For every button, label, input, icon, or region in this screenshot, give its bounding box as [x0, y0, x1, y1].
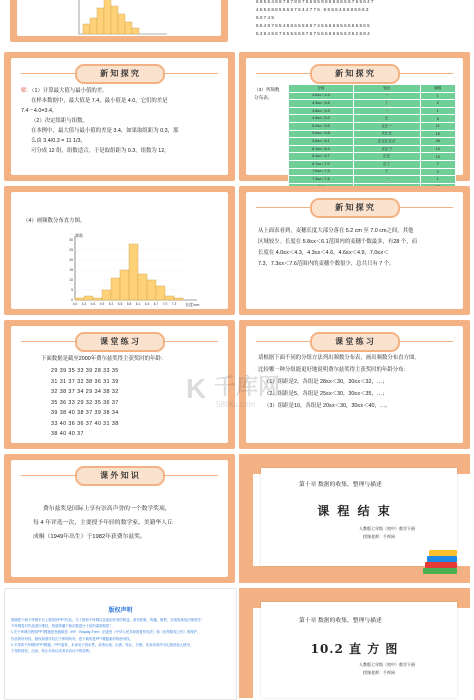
- table-cell: 正正下: [353, 145, 420, 153]
- histogram-bar: [93, 298, 102, 300]
- copyright-text: [11, 617, 231, 654]
- table-header: 划记: [353, 85, 420, 93]
- histogram-bar: [102, 290, 111, 300]
- table-cell: 6.4≤x＜6.7: [289, 153, 354, 161]
- table-row: [289, 145, 456, 153]
- text-line: 长度在 4.0≤x＜4.3，4.3≤x＜4.6，4.6≤x＜4.9，7.0≤x＜: [258, 250, 389, 256]
- histogram-bar: [120, 270, 129, 300]
- watermark: [186, 372, 296, 412]
- data-row: 39 38 40 38 37 39 38 34: [51, 410, 119, 416]
- copyright-title: 版权声明: [108, 608, 133, 614]
- table-cell: 5.5≤x＜5.8: [289, 130, 354, 138]
- section-badge: 新 知 探 究: [75, 64, 165, 84]
- x-tick-label: 6.1: [135, 302, 141, 306]
- section-badge: 课 外 知 识: [75, 466, 165, 486]
- table-row: [289, 115, 456, 123]
- text-line: （2）决定组距与组数。: [31, 118, 88, 124]
- text-line: 比较哪一种分组能更好地说明费尔兹奖得主获奖时的年龄分布：: [258, 367, 409, 373]
- text-line: 请根据下面不同的分组方法列出频数分布表，画出频数分布直方图。: [258, 355, 420, 361]
- slide-inner: [246, 58, 463, 182]
- text-line: 7.4－4.0=3.4。: [21, 108, 58, 114]
- slide-inner: [11, 192, 228, 309]
- histogram-bar: [174, 298, 183, 300]
- x-tick-label: 5.2: [108, 302, 114, 306]
- text-line: （2）组距是5，各组是 25≤x＜30，30≤x＜35，…；: [264, 391, 388, 397]
- slide-inner: [246, 192, 463, 309]
- digit-row: 5.5 4 6 7 5 5 4 6 6 6 5 5 5 6 7 4 5 6 5 6 6 5 6 5 6 5 6 6 5: [256, 23, 370, 28]
- data-row: 33 40 36 36 37 40 31 38: [51, 420, 119, 427]
- slide-histogram-top[interactable]: [10, 0, 228, 42]
- x-tick-label: 4.9: [99, 302, 105, 306]
- slide-course-end[interactable]: [239, 454, 470, 583]
- table-cell: 2: [420, 100, 455, 108]
- table-header: 频数: [420, 85, 455, 93]
- table-cell: 10: [420, 153, 455, 161]
- teacher-name: 授课老师：千库网: [363, 534, 395, 539]
- y-tick-label: 5: [71, 288, 73, 293]
- histogram-bar: [75, 298, 84, 300]
- histogram-bar: [138, 274, 147, 300]
- table-cell: 一: [353, 92, 420, 100]
- table-row: [289, 168, 456, 176]
- intro-text: 下面数据是截至2000年费尔兹奖得主获奖时的年龄：: [41, 356, 167, 362]
- table-cell: 5: [420, 115, 455, 123]
- x-tick-label: 4.0: [72, 302, 78, 306]
- book-name: 人教版七年级（初中）数学下册: [359, 526, 415, 531]
- slide-new-knowledge-1[interactable]: [4, 52, 235, 181]
- table-side-label: （3）列频数分布表。: [254, 87, 280, 100]
- slide-new-knowledge-3[interactable]: [4, 186, 235, 315]
- digit-row: 4.5 5 6 8 8 5 5 6 6 7 6 4 4 7 7 6 . 6 5 5 6 4 6 6 8 5 6 6 3: [256, 7, 369, 12]
- slide-inner: [17, 0, 221, 36]
- books-stack-icon: [421, 550, 461, 580]
- table-cell: 一: [353, 107, 420, 115]
- table-cell: 5.2≤x＜5.5: [289, 122, 354, 130]
- mini-histogram: [17, 0, 221, 36]
- slide-text: [21, 86, 221, 156]
- x-tick-label: 6.4: [144, 302, 150, 306]
- slide-inner: [11, 58, 228, 175]
- table-row: [289, 122, 456, 130]
- text-line: 2.不得将千库网的PPT模板、PPT素材，本身用于再出售，或者出租、出借、转让、分销、发布或者作为礼物供他人使用，: [11, 642, 194, 647]
- table-cell: 1: [420, 107, 455, 115]
- y-tick-label: 15: [69, 268, 73, 273]
- text-line: 每 4 年评选一次，主要授予年轻的数学家。美籍华人丘: [33, 520, 173, 526]
- table-cell: 7: [420, 160, 455, 168]
- slide-new-knowledge-4[interactable]: [239, 186, 470, 315]
- slide-digits-top[interactable]: [248, 0, 464, 42]
- table-cell: 丅: [353, 100, 420, 108]
- digit-row: 6 8 5 6 4 8 8 7 8 7 8 9 7 5 5 8 5 9 8 5 8 6 6 5 6 7 6 5 6 4 7: [256, 0, 374, 4]
- chapter-title: 第十章 数据的收集、整理与描述: [299, 482, 382, 488]
- text-line: 1.在千库网出售的PPT模板是免版税类（RF：Royalty-Free）正版受《中华人民共和国著作权法》和《世界版权公约》的保护，: [11, 630, 201, 635]
- text-line: 7.3，7.3≤x＜7.6范围内的麦穗个数很少，总共只有 7 个。: [258, 261, 395, 267]
- data-row: 31 31 37 32 38 36 31 39: [51, 378, 119, 385]
- histogram-bar: [156, 286, 165, 300]
- text-line: （3）组距是10，各组是 20≤x＜30，30≤x＜40，…。: [264, 403, 391, 409]
- slide-new-knowledge-2[interactable]: [239, 52, 470, 181]
- text-line: 可分成 12 组，组数适合，于是取组距为 0.3，组数为 12。: [31, 148, 170, 154]
- text-line: 区域较少。长度在 5.8≤x＜6.1范围内的麦穗个数最多，有28 个，而: [258, 239, 418, 245]
- table-cell: 1: [420, 92, 455, 100]
- section-badge: 新 知 探 究: [310, 64, 400, 84]
- table-cell: 4.9≤x＜5.2: [289, 115, 354, 123]
- frequency-table: [288, 84, 456, 191]
- digit-row: 5.3 6 4 5 6 7 6 5 5 5 6 6 7 6 7 5 6 5 6 5 6 5 6 3 6 2 6 8 4: [256, 31, 370, 36]
- table-cell: 正: [353, 115, 420, 123]
- table-row: [289, 160, 456, 168]
- text-line: 不得转授权、出卖、转让本协议或者本协议中的权利。: [11, 649, 93, 654]
- teacher-name: 授课老师：千库网: [363, 670, 395, 675]
- histogram-chart: [23, 230, 213, 312]
- histogram-bar: [129, 244, 138, 300]
- x-tick-label: 7.3: [171, 302, 177, 306]
- table-cell: 正正: [353, 153, 420, 161]
- slide-extra-knowledge[interactable]: [4, 454, 235, 583]
- table-cell: 7.0≤x＜7.3: [289, 168, 354, 176]
- chapter-title: 第十章 数据的收集、整理与描述: [299, 618, 382, 624]
- section-badge: 课 堂 练 习: [75, 332, 165, 352]
- watermark-logo: 千库网: [214, 374, 281, 399]
- table-cell: 11: [420, 122, 455, 130]
- table-cell: 正丅: [353, 160, 420, 168]
- slide-text: [33, 502, 223, 544]
- table-row: [289, 176, 456, 184]
- x-tick-label: 5.5: [117, 302, 123, 306]
- x-tick-label: 7.0: [162, 302, 168, 306]
- histogram-bar: [147, 280, 156, 300]
- text-line: 费尔兹奖是国际上享有崇高声誉的一个数学奖项，: [43, 506, 171, 512]
- slide-cover[interactable]: [239, 588, 470, 698]
- book-name: 人教版七年级（初中）数学下册: [359, 662, 415, 667]
- text-line: 么由 3.4/0.3 = 11 1/3，: [31, 138, 86, 144]
- table-cell: 6.1≤x＜6.4: [289, 145, 354, 153]
- table-cell: 丅: [353, 168, 420, 176]
- section-badge: 新 知 探 究: [310, 198, 400, 218]
- table-row: [289, 153, 456, 161]
- slide-copyright[interactable]: [4, 588, 237, 700]
- x-tick-label: 4.3: [81, 302, 87, 306]
- table-cell: 7.3≤x＜7.6: [289, 176, 354, 184]
- text-line: 感谢您下载千库网平台上提供的PPT作品，为了您和千库网以及原创作者的利益，请勿复制、传播、销售，否则将承担法律责任！: [11, 618, 205, 622]
- slide-text: [258, 226, 458, 270]
- table-cell: 4.0≤x＜4.3: [289, 92, 354, 100]
- x-tick-label: 4.6: [90, 302, 96, 306]
- data-row: 38 40 40 37: [51, 431, 84, 437]
- table-cell: 6.7≤x＜7.0: [289, 160, 354, 168]
- course-end-title: 课 程 结 束: [317, 504, 392, 518]
- slide-title: （4）画频数分布直方图。: [23, 218, 86, 224]
- y-axis-label: 频数: [75, 233, 83, 238]
- x-tick-label: 5.8: [126, 302, 132, 306]
- digit-row: 6.0 7 4 5: [256, 15, 274, 20]
- table-cell: 5.8≤x＜6.1: [289, 138, 354, 146]
- text-line: 作品的所有权、版权和著作权归千库网所有，您下载的是PPT模板素材的使用权。: [11, 636, 133, 641]
- table-cell: 正正正正正: [353, 138, 420, 146]
- answer-label: 解：: [21, 88, 32, 94]
- watermark-logo-icon: K: [186, 373, 207, 404]
- text-line: （1）组距是2，各组是 28≤x＜30，30≤x＜32，…；: [264, 379, 388, 385]
- table-cell: 2: [420, 168, 455, 176]
- text-line: 在本例中，最大值与最小值的差是 3.4，如果取组距为 0.3，那: [31, 128, 179, 134]
- table-row: [289, 107, 456, 115]
- table-cell: 正正一: [353, 122, 420, 130]
- y-tick-label: 30: [69, 238, 73, 243]
- y-tick-label: 25: [69, 248, 73, 253]
- table-cell: 一: [353, 176, 420, 184]
- y-tick-label: 20: [69, 258, 73, 263]
- table-row: [289, 92, 456, 100]
- data-row: 32 38 37 34 29 34 38 32: [51, 389, 119, 395]
- cover-title: 10.2 直 方 图: [310, 642, 399, 656]
- histogram-bar: [84, 296, 93, 300]
- table-cell: 正正正: [353, 130, 420, 138]
- text-line: 在样本数据中，最大值是 7.4，最小值是 4.0，它们的差是: [31, 98, 168, 104]
- text-line: 从上面表看到，麦穗长度大部分落在 5.2 cm 至 7.0 cm之间，其他: [258, 228, 414, 234]
- x-axis-label: 长度/cm: [185, 302, 200, 307]
- table-header: 分组: [289, 85, 354, 93]
- table-cell: 4.6≤x＜4.9: [289, 107, 354, 115]
- table-cell: 1: [420, 176, 455, 184]
- table-row: [289, 138, 456, 146]
- x-tick-label: 6.7: [153, 302, 159, 306]
- table-header-row: [289, 85, 456, 93]
- text-line: 成桐（1949年出生）于1982年获费尔兹奖。: [33, 534, 146, 540]
- slide-inner: [11, 460, 228, 577]
- histogram-bar: [165, 296, 174, 300]
- text-line: （1）计算最大值与最小值的差。: [31, 88, 108, 94]
- table-cell: 13: [420, 145, 455, 153]
- top-digits: [256, 0, 374, 38]
- table-cell: 4.3≤x＜4.6: [289, 100, 354, 108]
- table-row: [289, 130, 456, 138]
- data-row: 35 36 33 29 32 35 36 37: [51, 399, 119, 406]
- text-line: 千库网将对作品进行维权，按照传播下载次数进行十倍的索取赔偿！: [11, 624, 113, 629]
- y-tick-label: 10: [69, 278, 73, 283]
- data-row: 29 39 35 33 39 28 33 35: [51, 368, 119, 374]
- age-data: [51, 366, 119, 440]
- table-cell: 15: [420, 130, 455, 138]
- table-cell: 28: [420, 138, 455, 146]
- watermark-url: 588ku.com: [216, 400, 256, 409]
- table-row: [289, 100, 456, 108]
- y-tick-label: 0: [71, 298, 73, 303]
- histogram-bar: [111, 278, 120, 300]
- section-badge: 课 堂 练 习: [310, 332, 400, 352]
